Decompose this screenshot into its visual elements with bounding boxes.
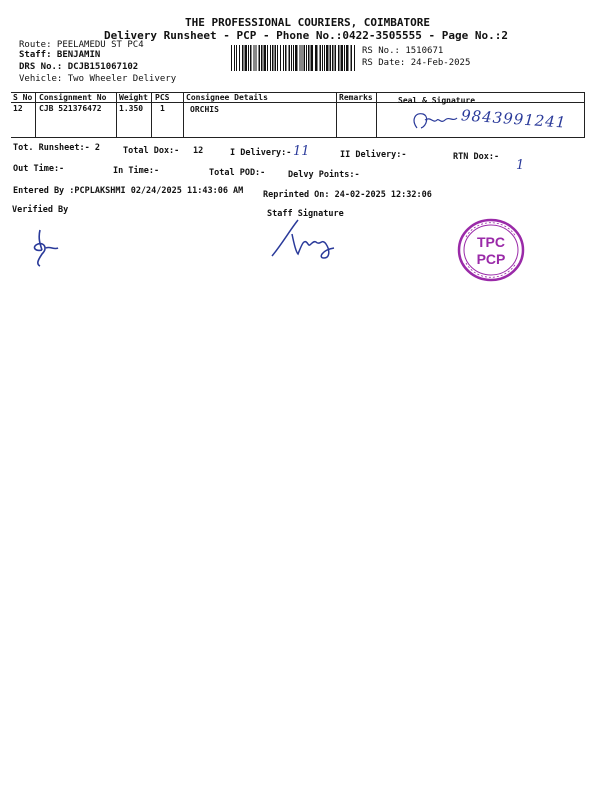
barcode-bar [280, 45, 281, 71]
barcode-bar [315, 45, 318, 71]
route-label: Route: PEELAMEDU ST PC4 [19, 40, 144, 50]
col-header-sno: S No [13, 93, 33, 102]
barcode-bar [338, 45, 340, 71]
in-time-label: In Time:- [113, 166, 160, 176]
total-pod-label: Total POD:- [209, 168, 266, 178]
barcode-bar [344, 45, 345, 71]
rtn-dox-handwritten: 1 [516, 158, 525, 173]
runsheet-table [11, 92, 585, 138]
tot-runsheet: Tot. Runsheet:- 2 [13, 143, 100, 153]
col-header-weight: Weight [119, 93, 148, 102]
col-header-seal: Seal & Signature [398, 96, 476, 105]
total-dox-label: Total Dox:- [123, 146, 180, 156]
barcode-bar [250, 45, 252, 71]
barcode-bar [231, 45, 232, 71]
barcode-bar [245, 45, 248, 71]
barcode-bar [324, 45, 325, 71]
barcode-bar [304, 45, 306, 71]
barcode-bar [332, 45, 334, 71]
delvy-points-label: Delvy Points:- [288, 170, 360, 180]
barcode-bar [335, 45, 337, 71]
col-header-consignment: Consignment No [39, 93, 107, 102]
row-consignment: CJB 521376472 [39, 104, 102, 113]
barcode-bar [346, 45, 349, 71]
runsheet-title: Delivery Runsheet - PCP - Phone No.:0422-3505555 - Page No.:2 [104, 29, 508, 42]
barcode-bar [293, 45, 294, 71]
barcode-graphic [231, 45, 356, 71]
barcode-bar [254, 45, 255, 71]
barcode-bar [341, 45, 344, 71]
row-pcs: 1 [160, 104, 165, 113]
barcode-bar [272, 45, 274, 71]
barcode-bar [242, 45, 244, 71]
row-weight: 1.350 [119, 104, 144, 113]
reprinted-on: Reprinted On: 24-02-2025 12:32:06 [263, 190, 432, 200]
verified-by-label: Verified By [12, 205, 69, 215]
row-sno: 12 [13, 104, 23, 113]
barcode-bar [295, 45, 298, 71]
barcode-bar [354, 45, 355, 71]
barcode-bar [283, 45, 284, 71]
receiver-phone-handwritten: 9843991241 [460, 106, 567, 132]
rs-date: RS Date: 24-Feb-2025 [362, 58, 471, 68]
barcode-bar [289, 45, 291, 71]
barcode-bar [320, 45, 322, 71]
barcode-bar [275, 45, 277, 71]
company-stamp [456, 217, 526, 283]
out-time-label: Out Time:- [13, 164, 65, 174]
barcode-bar [311, 45, 314, 71]
col-header-remarks: Remarks [339, 93, 373, 102]
staff-signature [268, 214, 340, 262]
barcode-bar [259, 45, 261, 71]
barcode-bar [234, 45, 235, 71]
col-header-pcs: PCS [155, 93, 170, 102]
stamp-line1: TPC [477, 234, 505, 250]
barcode-bar [248, 45, 249, 71]
entered-by: Entered By :PCPLAKSHMI 02/24/2025 11:43:06 AM [13, 186, 244, 196]
barcode-bar [256, 45, 257, 71]
staff-signature-label: Staff Signature [267, 209, 344, 219]
barcode-bar [326, 45, 329, 71]
rs-number: RS No.: 1510671 [362, 46, 444, 56]
ii-delivery-label: II Delivery:- [340, 150, 407, 160]
barcode-bar [285, 45, 287, 71]
barcode-bar [261, 45, 263, 71]
col-header-consignee: Consignee Details [186, 93, 268, 102]
barcode-bar [302, 45, 303, 71]
barcode-bar [308, 45, 310, 71]
barcode-bar [236, 45, 237, 71]
barcode-bar [267, 45, 268, 71]
company-title: THE PROFESSIONAL COURIERS, COIMBATORE [185, 16, 431, 29]
barcode-bar [277, 45, 278, 71]
i-delivery-handwritten: 11 [293, 144, 310, 159]
rtn-dox-label: RTN Dox:- [453, 152, 500, 162]
barcode-bar [291, 45, 292, 71]
staff-label: Staff: BENJAMIN [19, 50, 101, 60]
row-consignee: ORCHIS [190, 105, 219, 114]
barcode-bar [270, 45, 271, 71]
barcode-bar [330, 45, 332, 71]
barcode-bar [306, 45, 307, 71]
barcode-bar [264, 45, 267, 71]
barcode-bar [322, 45, 323, 71]
barcode-bar [351, 45, 353, 71]
barcode-bar [300, 45, 301, 71]
vehicle-label: Vehicle: Two Wheeler Delivery [19, 74, 177, 84]
i-delivery-label: I Delivery:- [230, 148, 292, 158]
stamp-line2: PCP [476, 251, 506, 267]
drs-number: DRS No.: DCJB151067102 [19, 62, 139, 72]
verified-by-signature [28, 224, 68, 268]
total-dox-value: 12 [193, 146, 204, 156]
barcode-bar [239, 45, 240, 71]
